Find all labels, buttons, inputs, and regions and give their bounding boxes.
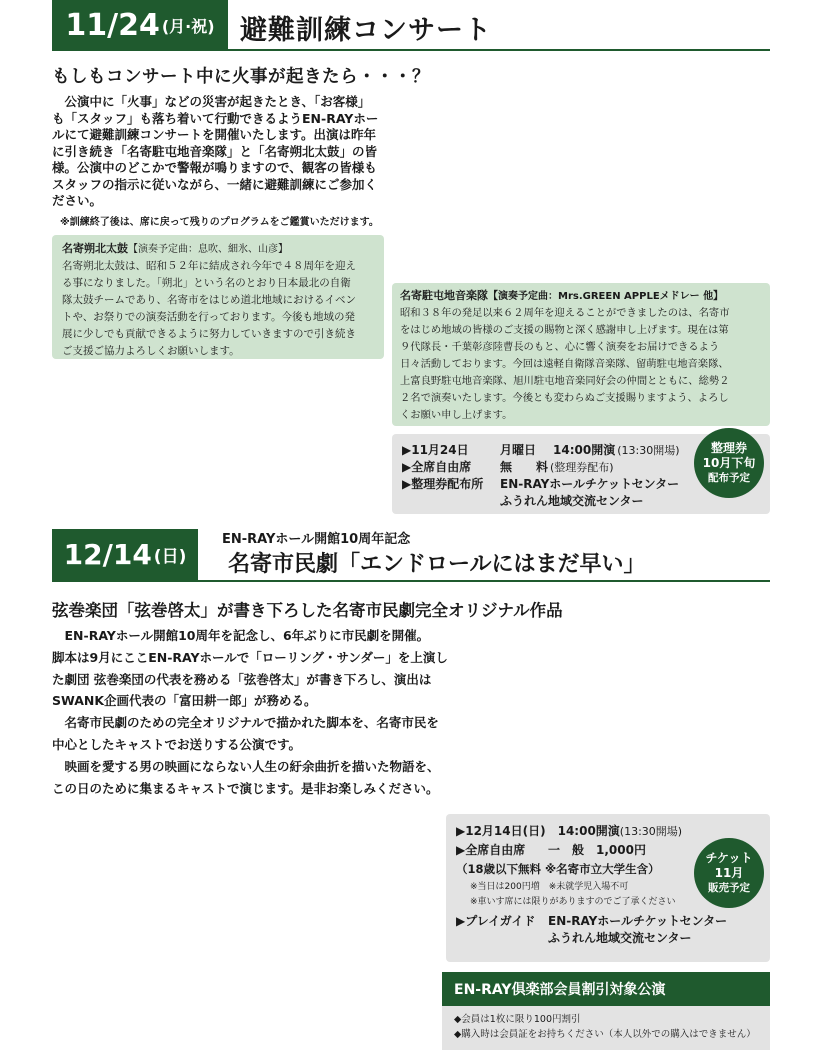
event2-body-line: SWANK企画代表の「富田耕一郎」が務める。 bbox=[52, 693, 317, 709]
band-text-line: ２名で演奏いたします。今後とも変わらぬご支援賜りますよう、よろし bbox=[400, 392, 729, 404]
taiko-description bbox=[62, 258, 374, 360]
event2-date-open: (13:30開場) bbox=[619, 825, 683, 838]
event1-note: ※訓練終了後は、席に戻って残りのプログラムをご鑑賞いただけます。 bbox=[60, 217, 379, 228]
event1-seat-note: (整理券配布) bbox=[550, 461, 614, 474]
band-name: 名寄駐屯地音楽隊 bbox=[400, 289, 488, 302]
event1-ticket-row2 bbox=[402, 493, 770, 510]
event2-body-line: 映画を愛する男の映画にならない人生の紆余曲折を描いた物語を、 bbox=[52, 758, 440, 774]
event1-title-rule bbox=[52, 49, 770, 51]
club-notes bbox=[442, 1006, 770, 1050]
event1-title: 避難訓練コンサート bbox=[240, 15, 492, 46]
event2-guide-row2 bbox=[456, 930, 770, 947]
event2-body-line: 中心としたキャストでお送りする公演です。 bbox=[52, 736, 302, 752]
event2-seat-label: ▶全席自由席 bbox=[456, 843, 526, 857]
event2-title: 名寄市民劇「エンドロールにはまだ早い」 bbox=[228, 552, 646, 577]
event2-date-box bbox=[52, 529, 198, 580]
band-description bbox=[400, 305, 762, 424]
event1-seat-label: ▶全席自由席 bbox=[402, 460, 472, 474]
band-text-line: 昭和３８年の発足以来６２周年を迎えることができましたのは、名寄市 bbox=[400, 307, 730, 319]
event2-ticket-badge bbox=[694, 838, 764, 908]
event2-guide-place: ふうれん地域交流センター bbox=[548, 931, 692, 945]
event2-date-line: ▶12月14日(日) 14:00開演 bbox=[456, 824, 620, 838]
badge-line: 販売予定 bbox=[707, 881, 750, 894]
event1-intro-line: ルにて避難訓練コンサートを開催いたします。出演は昨年 bbox=[52, 127, 377, 142]
band-text-line: をはじめ地域の皆様のご支援の賜物と深く感謝申し上げます。現在は第 bbox=[400, 324, 729, 336]
event1-date-box bbox=[52, 0, 228, 50]
event1-ticket-place: ふうれん地域交流センター bbox=[500, 494, 644, 508]
event1-date: 11/24 bbox=[65, 7, 160, 43]
event1-intro-line: に引き続き「名寄駐屯地音楽隊」と「名寄朔北太鼓」の皆 bbox=[52, 143, 378, 159]
event2-note: ※車いす席には限りがありますのでご了承ください bbox=[470, 897, 676, 907]
taiko-text-line: 隊太鼓チームであり、名寄市をはじめ道北地域におけるイベン bbox=[62, 294, 356, 306]
event1-intro bbox=[52, 94, 392, 210]
event1-ticket-label: ▶整理券配布所 bbox=[402, 477, 484, 491]
event2-guide-label: ▶プレイガイド bbox=[456, 914, 536, 928]
event1-date-open: (13:30開場) bbox=[617, 444, 680, 457]
event2-seat-value: 一 般 1,000円 bbox=[548, 843, 646, 857]
event2-body-line: 脚本は9月にここEN-RAYホールで「ローリング・サンダー」を上演し bbox=[52, 649, 448, 665]
event1-intro-line: 公演中に「火事」などの災害が起きたとき、「お客様」 bbox=[52, 94, 371, 109]
band-text-line: 上富良野駐屯地音楽隊、旭川駐屯地音楽同好会の仲間とともに、総勢２ bbox=[400, 375, 730, 387]
taiko-program: 【演奏予定曲：息吹、細氷、山彦】 bbox=[128, 244, 288, 255]
event2-body-line: EN-RAYホール開館10周年を記念し、6年ぶりに市民劇を開催。 bbox=[52, 628, 430, 643]
badge-line: 10月下旬 bbox=[702, 455, 756, 470]
event2-body-line: 名寄市民劇のための完全オリジナルで描かれた脚本を、名寄市民を bbox=[52, 715, 439, 731]
event1-subtitle: もしもコンサート中に火事が起きたら・・・？ bbox=[52, 67, 430, 87]
event1-date-time: 14:00開演 bbox=[553, 443, 616, 457]
event1-intro-line: ださい。 bbox=[52, 193, 103, 208]
event2-body bbox=[52, 625, 532, 799]
event1-intro-line: スタッフの指示に従いながら、一緒に避難訓練にご参加く bbox=[52, 176, 378, 192]
event2-title-rule bbox=[52, 580, 770, 582]
badge-line: 配布予定 bbox=[707, 471, 750, 484]
event2-guide-row bbox=[456, 913, 770, 930]
taiko-text-line: 展に少しでも貢献できるように努力していきますので引き続き bbox=[62, 328, 356, 340]
club-banner bbox=[442, 972, 770, 1006]
event2-subtitle: 弦巻楽団「弦巻啓太」が書き下ろした名寄市民劇完全オリジナル作品 bbox=[52, 601, 563, 620]
event1-ticket-badge bbox=[694, 428, 764, 498]
taiko-name: 名寄朔北太鼓 bbox=[62, 242, 128, 255]
taiko-text-line: 名寄朔北太鼓は、昭和５２年に結成され今年で４８周年を迎え bbox=[62, 260, 356, 272]
taiko-text-line: る事になりました。「朔北」という名のとおり日本最北の自衛 bbox=[62, 277, 351, 289]
band-text-line: 日々活動しております。今回は遠軽自衛隊音楽隊、留萌駐屯地音楽隊、 bbox=[400, 358, 729, 370]
band-text-line: くお願い申し上げます。 bbox=[400, 409, 513, 421]
event2-body-line: た劇団 弦巻楽団の代表を務める「弦巻啓太」が書き下ろし、演出は bbox=[52, 671, 432, 687]
club-title: EN-RAY倶楽部会員割引対象公演 bbox=[454, 982, 666, 998]
taiko-text-line: ご支援ご協力よろしくお願いします。 bbox=[62, 345, 240, 357]
band-program: 【演奏予定曲：Mrs.GREEN APPLEメドレー 他】 bbox=[488, 291, 724, 302]
club-note: ◆会員は1枚に限り100円割引 bbox=[454, 1014, 581, 1025]
band-text-line: ９代隊長・千葉彰彦陸曹長のもと、心に響く演奏をお届けできるよう bbox=[400, 341, 720, 353]
taiko-panel bbox=[52, 235, 384, 359]
event2-body-line: この日のために集まるキャストで演じます。是非お楽しみください。 bbox=[52, 780, 439, 796]
event2-guide-place: EN-RAYホールチケットセンター bbox=[548, 914, 728, 928]
club-note: ◆購入時は会員証をお持ちください（本人以外での購入はできません） bbox=[454, 1029, 756, 1040]
event1-intro-line: も「スタッフ」も落ち着いて行動できるようEN-RAYホー bbox=[52, 110, 379, 126]
badge-line: 11月 bbox=[714, 865, 744, 880]
event1-date-day: 月曜日 bbox=[500, 443, 537, 457]
event2-kicker: EN-RAYホール開館10周年記念 bbox=[222, 532, 411, 547]
badge-line: 整理券 bbox=[710, 440, 747, 455]
event2-note: ※当日は200円増 ※未就学児入場不可 bbox=[470, 882, 629, 892]
event2-seat-sub: （18歳以下無料 ※名寄市立大学生含） bbox=[456, 862, 660, 876]
event1-seat-value: 無 料 bbox=[500, 460, 549, 474]
badge-line: チケット bbox=[705, 850, 753, 865]
event2-date-suffix: (日) bbox=[153, 547, 187, 567]
event1-intro-line: 様。公演中のどこかで警報が鳴りますので、観客の皆様も bbox=[52, 160, 377, 175]
event2-date: 12/14 bbox=[63, 538, 152, 571]
event1-ticket-place: EN-RAYホールチケットセンター bbox=[500, 477, 680, 491]
event1-date-label: ▶11月24日 bbox=[402, 443, 469, 457]
event1-date-suffix: (月·祝) bbox=[161, 16, 215, 36]
band-panel bbox=[392, 283, 770, 426]
taiko-text-line: トや、お祭りでの演奏活動を行っております。今後も地域の発 bbox=[62, 311, 355, 323]
